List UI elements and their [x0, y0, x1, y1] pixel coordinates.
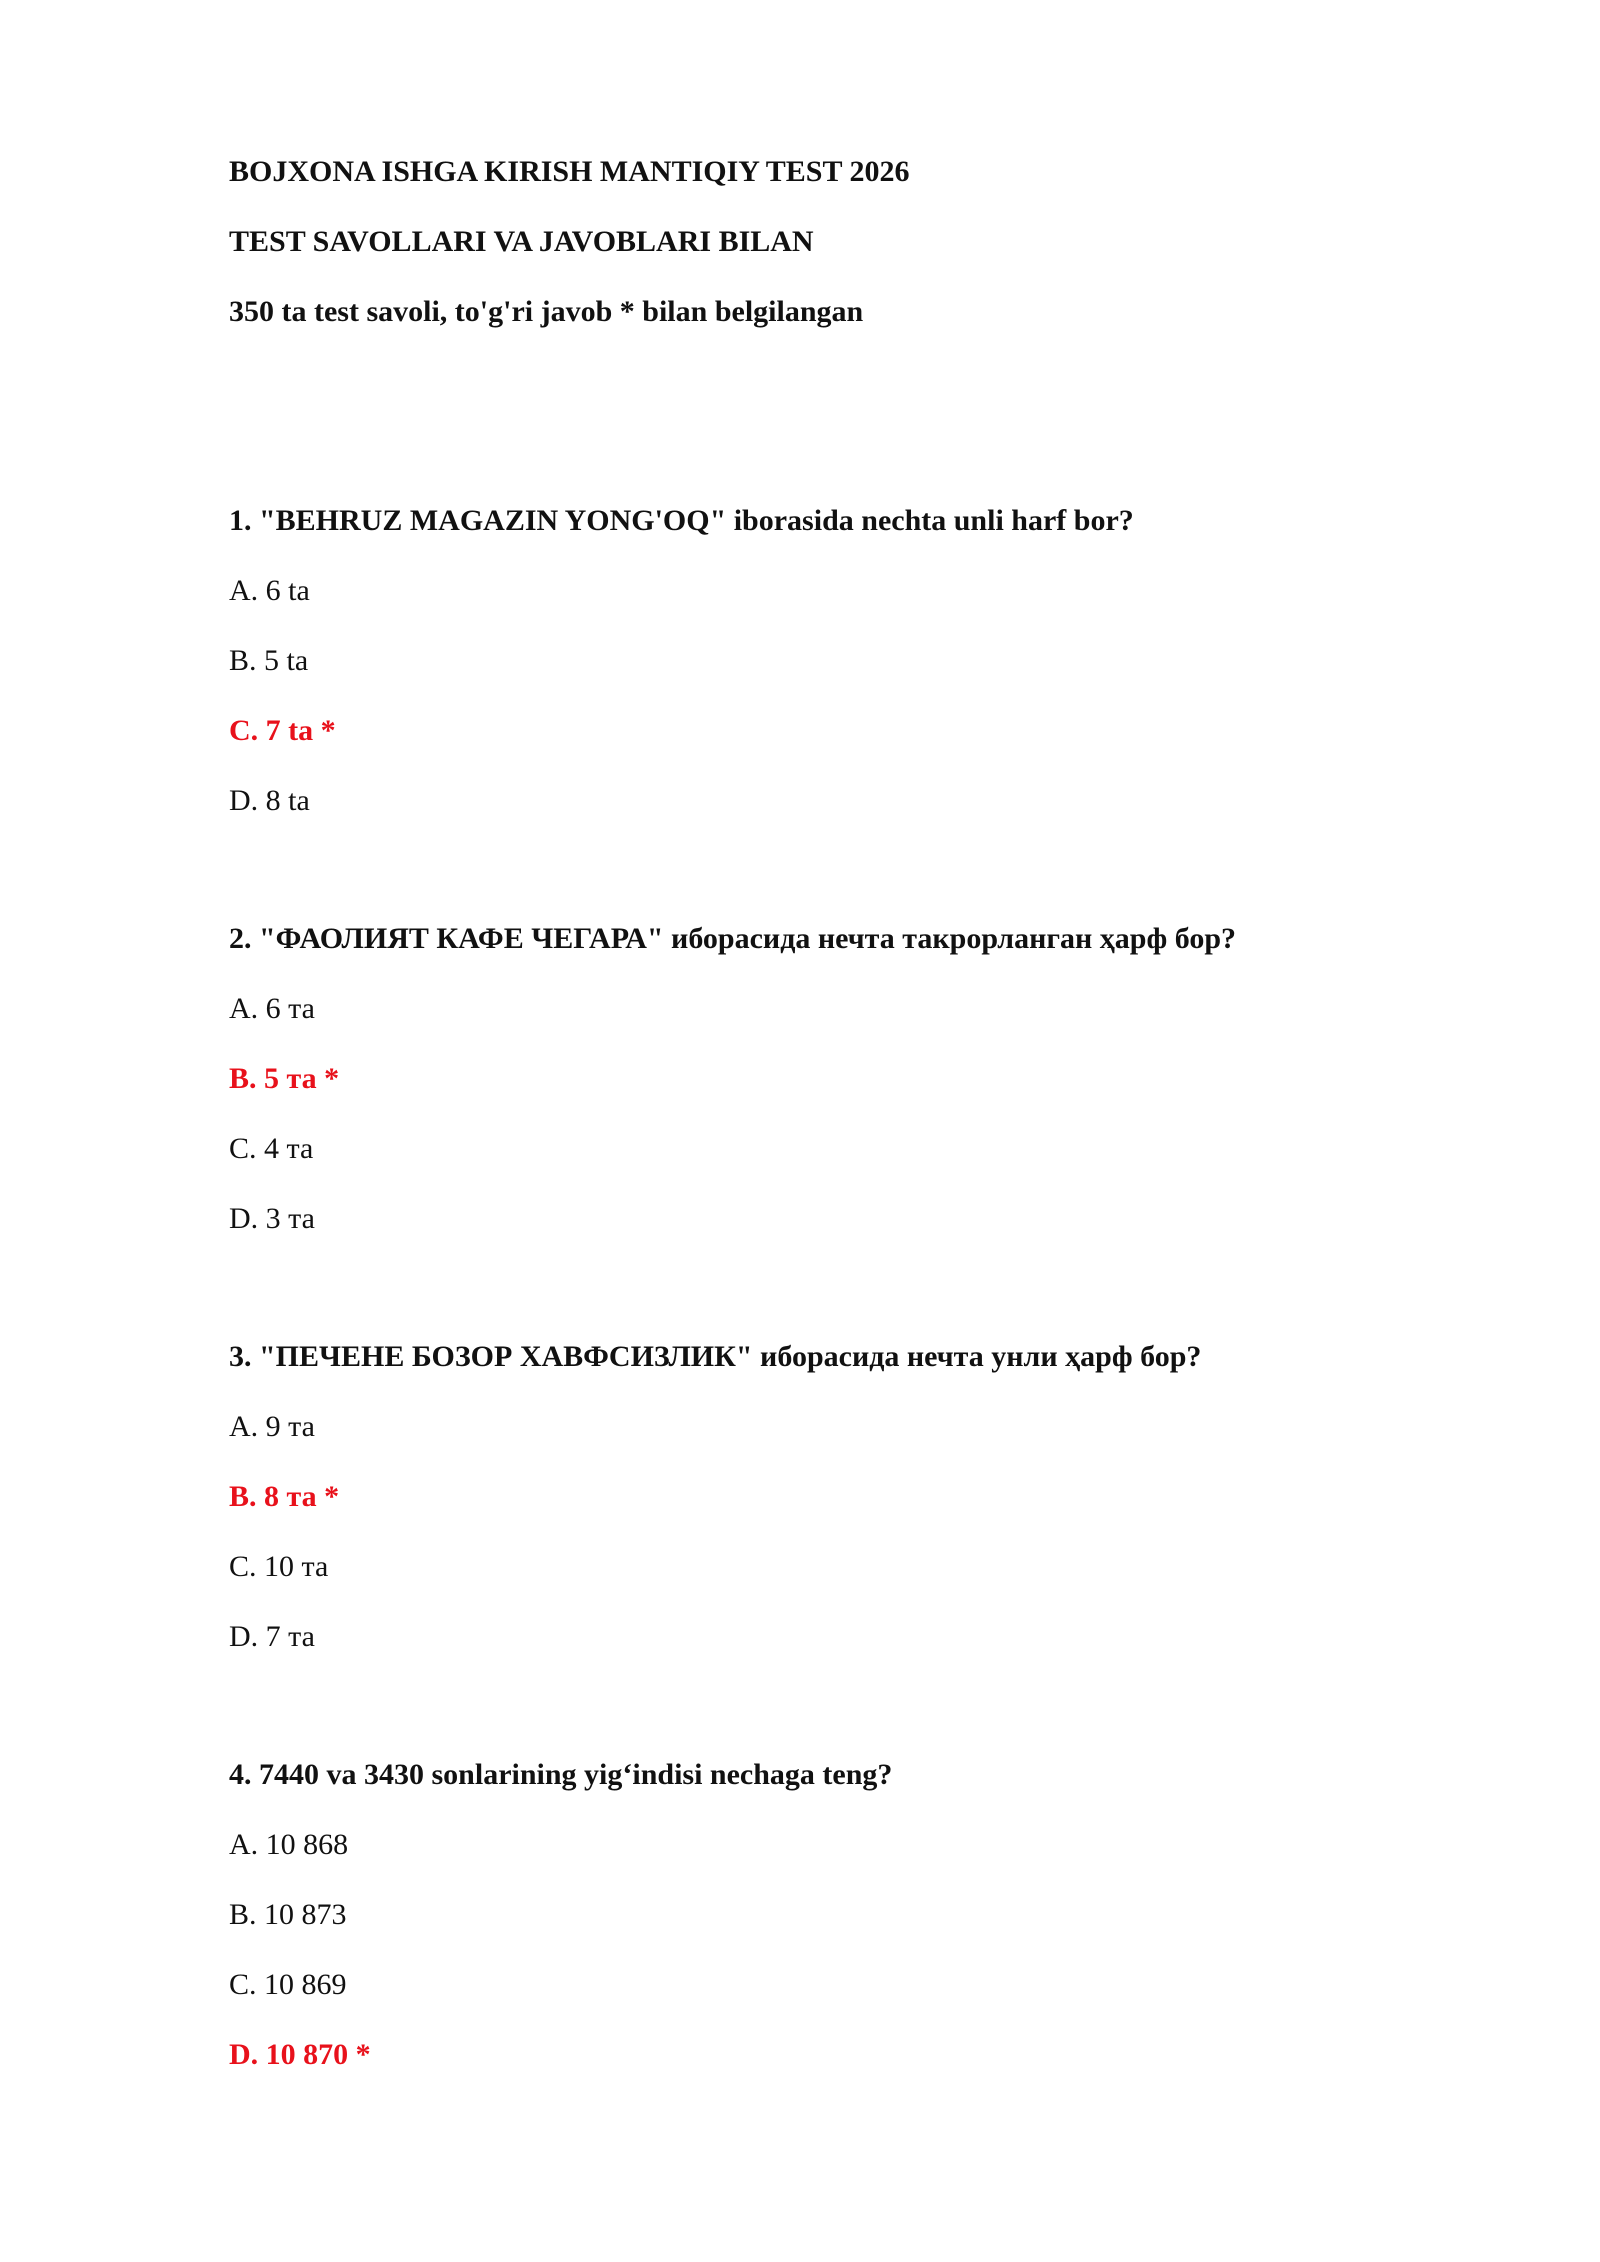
answer-option: C. 10 869: [229, 1968, 347, 2001]
correct-answer-option: B. 5 та *: [229, 1062, 340, 1095]
question-block: [229, 921, 1529, 1237]
answer-option: D. 3 та: [229, 1202, 315, 1235]
question-block: [229, 503, 1529, 819]
answer-option: B. 10 873: [229, 1898, 347, 1931]
question-text: 3. "ПЕЧЕНЕ БОЗОР ХАВФСИЗЛИК" иборасида нечта унли ҳарф бор?: [229, 1340, 1202, 1373]
answer-option: C. 4 та: [229, 1132, 314, 1165]
answer-option: D. 8 ta: [229, 784, 310, 817]
correct-answer-option: B. 8 та *: [229, 1480, 340, 1513]
question-text: 2. "ФАОЛИЯТ КАФЕ ЧЕГАРА" иборасида нечта такрорланган ҳарф бор?: [229, 922, 1237, 955]
document-title: BOJXONA ISHGA KIRISH MANTIQIY TEST 2026: [229, 155, 910, 188]
answer-option: C. 10 та: [229, 1550, 329, 1583]
answer-option: A. 6 та: [229, 992, 315, 1025]
answer-option: D. 7 та: [229, 1620, 315, 1653]
answer-option: B. 5 ta: [229, 644, 309, 677]
document-note: 350 ta test savoli, to'g'ri javob * bilan belgilangan: [229, 295, 864, 328]
answer-option: A. 6 ta: [229, 574, 310, 607]
correct-answer-option: C. 7 ta *: [229, 714, 336, 747]
document-subtitle: TEST SAVOLLARI VA JAVOBLARI BILAN: [229, 225, 814, 258]
question-block: [229, 1339, 1529, 1655]
answer-option: A. 9 та: [229, 1410, 315, 1443]
question-text: 4. 7440 va 3430 sonlarining yig‘indisi nechaga teng?: [229, 1758, 893, 1791]
question-block: [229, 1757, 1529, 2073]
correct-answer-option: D. 10 870 *: [229, 2038, 371, 2071]
question-text: 1. "BEHRUZ MAGAZIN YONG'OQ" iborasida nechta unli harf bor?: [229, 504, 1134, 537]
answer-option: A. 10 868: [229, 1828, 349, 1861]
